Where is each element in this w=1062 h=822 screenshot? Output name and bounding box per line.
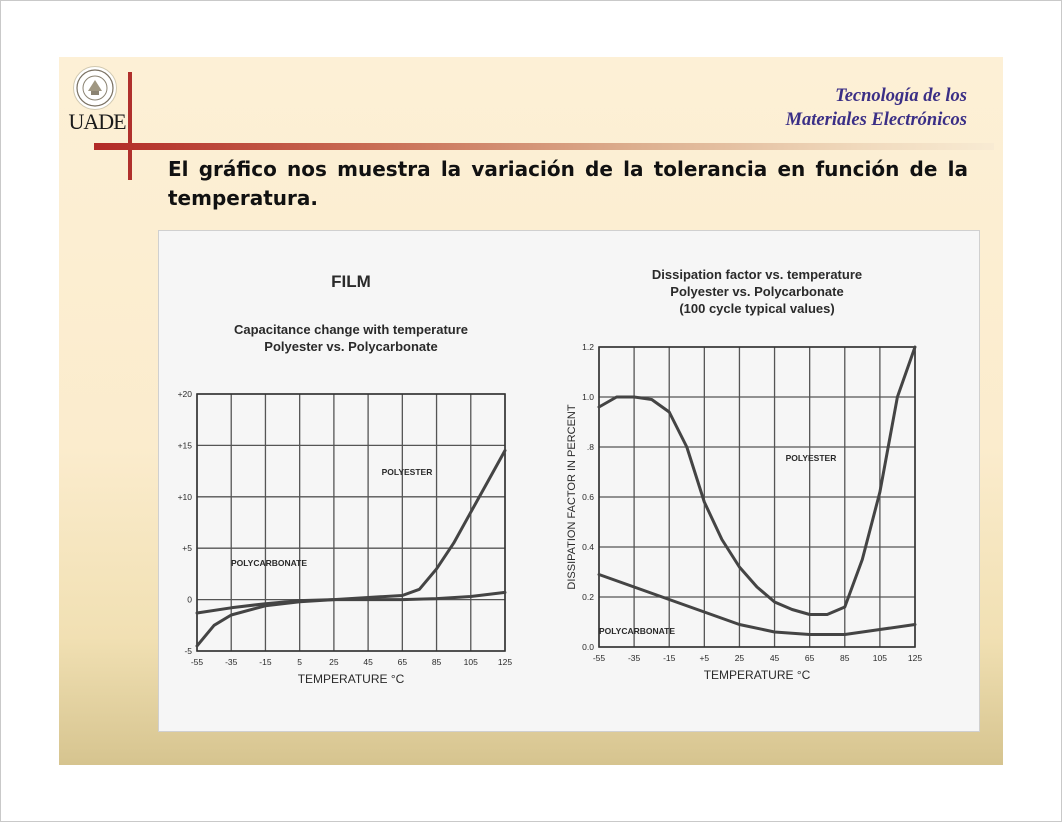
chart-subtitle-line: Polyester vs. Polycarbonate [264, 339, 438, 354]
y-tick-label: 1.2 [582, 342, 594, 352]
y-tick-label: 0.6 [582, 492, 594, 502]
x-axis-label: TEMPERATURE °C [703, 668, 811, 682]
y-tick-label: 0.2 [582, 592, 594, 602]
x-tick-label: 125 [907, 653, 923, 663]
chart-subtitle-line: Capacitance change with temperature [233, 322, 469, 337]
x-tick-label: -55 [190, 657, 204, 667]
y-tick-label: +15 [177, 440, 192, 451]
series-line-polycarbonate [197, 592, 505, 613]
charts-svg [159, 231, 979, 731]
x-tick-label: -55 [592, 653, 606, 663]
x-tick-label: 5 [297, 657, 303, 667]
course-title [786, 84, 967, 132]
y-tick-label: 0.4 [582, 542, 594, 552]
x-tick-label: 105 [463, 657, 478, 667]
x-tick-label: -35 [627, 653, 641, 663]
y-axis-label: DISSIPATION FACTOR IN PERCENT [566, 404, 578, 590]
chart-2 [599, 347, 915, 647]
curve-label: POLYCARBONATE [230, 558, 308, 568]
curve-label: POLYCARBONATE [598, 626, 676, 636]
x-tick-label: 125 [497, 657, 513, 667]
x-tick-label: -15 [259, 657, 272, 667]
x-tick-label: 85 [431, 657, 442, 667]
chart-1 [197, 394, 505, 651]
y-tick-label: 0.0 [582, 642, 594, 652]
x-tick-label: 65 [397, 657, 408, 667]
red-vertical-rule [128, 72, 132, 180]
logo-text: UADE [68, 109, 126, 134]
x-tick-label: 45 [769, 653, 780, 663]
red-horizontal-rule [94, 143, 994, 150]
x-tick-label: 65 [804, 653, 815, 663]
y-tick-label: -5 [184, 646, 192, 656]
x-tick-label: -15 [663, 653, 676, 663]
uade-logo [68, 64, 126, 134]
university-seal-icon [73, 66, 117, 110]
y-tick-label: 1.0 [582, 392, 594, 402]
charts-figure [158, 230, 980, 732]
y-tick-label: +5 [182, 543, 192, 554]
x-axis-label: TEMPERATURE °C [297, 672, 405, 686]
chart-title: FILM [331, 272, 371, 291]
x-tick-label: 105 [872, 653, 887, 663]
x-tick-label: +5 [699, 653, 710, 663]
curve-label: POLYESTER [381, 467, 433, 477]
slide-heading: El gráfico nos muestra la variación de la tolerancia en función de la temperatura. [168, 157, 968, 210]
x-tick-label: -35 [225, 657, 238, 667]
curve-label: POLYESTER [785, 453, 837, 463]
chart-subtitle-line: Dissipation factor vs. temperature [651, 267, 863, 282]
y-tick-label: 0 [187, 594, 192, 605]
x-tick-label: 45 [363, 657, 373, 667]
series-line-polyester [599, 347, 915, 615]
x-tick-label: 25 [329, 657, 339, 667]
chart-subtitle-line: (100 cycle typical values) [679, 301, 835, 316]
chart-subtitle-line: Polyester vs. Polycarbonate [670, 284, 844, 299]
y-tick-label: +10 [177, 491, 192, 502]
y-tick-label: .8 [586, 442, 594, 452]
x-tick-label: 85 [840, 653, 850, 663]
x-tick-label: 25 [734, 653, 745, 663]
course-title-line2: Materiales Electrónicos [785, 110, 967, 130]
course-title-line1: Tecnología de los [835, 86, 967, 106]
y-tick-label: +20 [177, 389, 192, 399]
